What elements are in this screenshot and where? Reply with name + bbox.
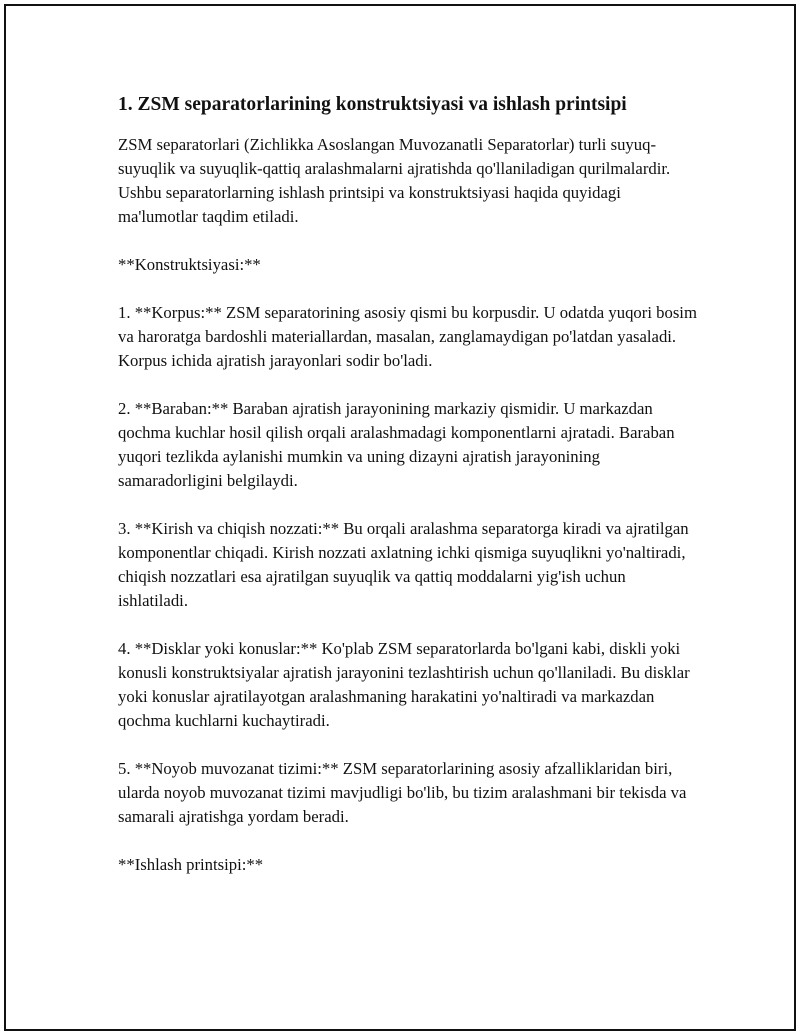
list-item-balance-system: 5. **Noyob muvozanat tizimi:** ZSM separatorlarining asosiy afzalliklaridan biri, ularda noyob muvozanat tizimi mavjudligi bo'lib, bu tizim aralashmani bir tekisda va samarali ajratishga yordam beradi. <box>118 759 687 826</box>
document-body <box>118 92 698 901</box>
intro-paragraph: ZSM separatorlari (Zichlikka Asoslangan Muvozanatli Separatorlar) turli suyuq-suyuqlik va suyuqlik-qattiq aralashmalarni ajratishda qo'llaniladigan qurilmalardir. Ushbu separatorlarning ishlash printsipi va konstruktsiyasi haqida quyidagi ma'lumotlar taqdim etiladi. <box>118 135 671 226</box>
list-item-korpus: 1. **Korpus:** ZSM separatorining asosiy qismi bu korpusdir. U odatda yuqori bosim va haroratga bardoshli materiallardan, masalan, zanglamaydigan po'latdan yasaladi. Korpus ichida ajratish jarayonlari sodir bo'ladi. <box>118 303 697 370</box>
list-item-baraban: 2. **Baraban:** Baraban ajratish jarayonining markaziy qismidir. U markazdan qochma kuchlar hosil qilish orqali aralashmadagi komponentlarni ajratadi. Baraban yuqori tezlikda aylanishi mumkin va uning dizayni ajratish jarayonining samaradorligini belgilaydi. <box>118 399 675 490</box>
construction-heading: **Konstruktsiyasi:** <box>118 255 261 274</box>
document-title: 1. ZSM separatorlarining konstruktsiyasi va ishlash printsipi <box>118 94 627 115</box>
list-item-nozzles: 3. **Kirish va chiqish nozzati:** Bu orqali aralashma separatorga kiradi va ajratilgan komponentlar chiqadi. Kirish nozzati axlatning ichki qismiga suyuqlikni yo'naltiradi, chiqish nozzatlari esa ajratilgan suyuqlik va qattiq moddalarni yig'ish uchun ishlatiladi. <box>118 519 689 610</box>
principle-heading: **Ishlash printsipi:** <box>118 855 264 874</box>
list-item-discs: 4. **Disklar yoki konuslar:** Ko'plab ZSM separatorlarda bo'lgani kabi, diskli yoki konusli konstruktsiyalar ajratish jarayonini tezlashtirish uchun qo'llaniladi. Bu disklar yoki konuslar ajratilayotgan aralashmaning harakatini yo'naltiradi va markazdan qochma kuchlarni kuchaytiradi. <box>118 639 690 730</box>
